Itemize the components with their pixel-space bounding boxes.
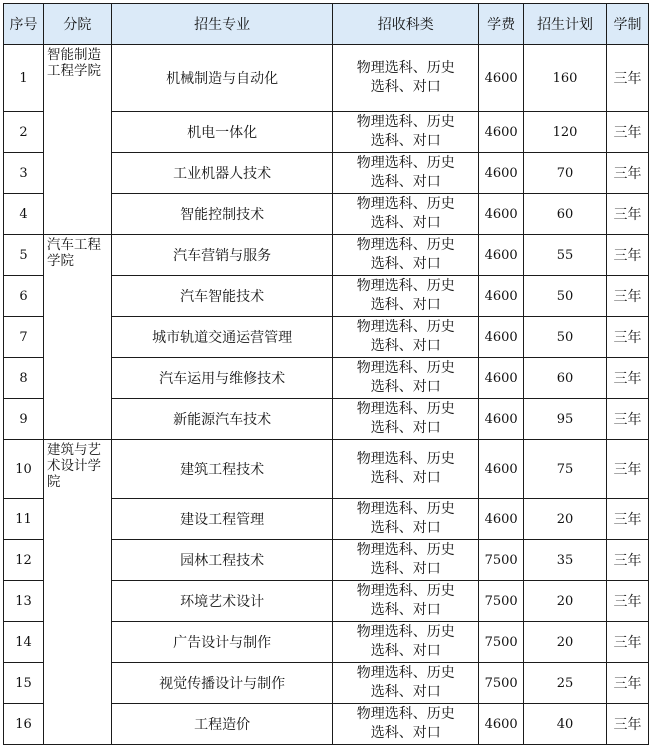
table-header-row [4,4,649,45]
table-row [4,45,649,112]
subjects-line-1: 物理选科、历史 [356,401,455,417]
cell-index: 13 [4,581,44,622]
cell-duration: 三年 [607,399,649,440]
cell-index: 10 [4,440,44,499]
cell-fee: 4600 [479,499,524,540]
cell-fee: 4600 [479,399,524,440]
cell-department [43,622,111,663]
cell-major: 城市轨道交通运营管理 [111,317,333,358]
cell-index: 15 [4,663,44,704]
subjects-line-1: 物理选科、历史 [356,196,455,212]
cell-major: 机械制造与自动化 [111,45,333,112]
cell-subjects [333,153,479,194]
subjects-line-2: 选科、对口 [370,256,441,272]
cell-duration: 三年 [607,622,649,663]
cell-fee: 4600 [479,235,524,276]
cell-plan: 60 [524,358,607,399]
cell-duration: 三年 [607,112,649,153]
cell-fee: 4600 [479,45,524,112]
table-row [4,153,649,194]
cell-index: 9 [4,399,44,440]
cell-duration: 三年 [607,317,649,358]
cell-index: 16 [4,704,44,745]
cell-plan: 160 [524,45,607,112]
cell-subjects [333,45,479,112]
table-row [4,399,649,440]
subjects-line-1: 物理选科、历史 [356,114,455,130]
subjects-line-1: 物理选科、历史 [356,60,455,76]
cell-department [43,663,111,704]
cell-subjects [333,581,479,622]
cell-subjects [333,399,479,440]
cell-fee: 7500 [479,663,524,704]
subjects-line-2: 选科、对口 [370,379,441,395]
cell-major: 视觉传播设计与制作 [111,663,333,704]
cell-department [43,704,111,745]
cell-major: 智能控制技术 [111,194,333,235]
cell-plan: 20 [524,581,607,622]
subjects-line-1: 物理选科、历史 [356,624,455,640]
cell-subjects [333,235,479,276]
cell-subjects [333,112,479,153]
subjects-line-2: 选科、对口 [370,643,441,659]
subjects-line-1: 物理选科、历史 [356,583,455,599]
cell-plan: 70 [524,153,607,194]
cell-subjects [333,622,479,663]
subjects-line-2: 选科、对口 [370,133,441,149]
table-row [4,581,649,622]
cell-index: 1 [4,45,44,112]
cell-department [43,153,111,194]
cell-duration: 三年 [607,540,649,581]
subjects-line-1: 物理选科、历史 [356,542,455,558]
table-row [4,358,649,399]
subjects-line-1: 物理选科、历史 [356,360,455,376]
subjects-line-1: 物理选科、历史 [356,155,455,171]
cell-department [43,358,111,399]
cell-major: 广告设计与制作 [111,622,333,663]
subjects-line-2: 选科、对口 [370,297,441,313]
cell-plan: 20 [524,622,607,663]
table-row [4,112,649,153]
cell-subjects [333,663,479,704]
cell-index: 11 [4,499,44,540]
cell-subjects [333,499,479,540]
cell-fee: 4600 [479,440,524,499]
subjects-line-2: 选科、对口 [370,520,441,536]
header-department: 分院 [43,4,111,45]
table-row [4,540,649,581]
cell-major: 汽车智能技术 [111,276,333,317]
cell-major: 园林工程技术 [111,540,333,581]
cell-fee: 7500 [479,540,524,581]
cell-fee: 7500 [479,622,524,663]
cell-department [43,399,111,440]
cell-index: 7 [4,317,44,358]
table-row [4,663,649,704]
cell-major: 汽车营销与服务 [111,235,333,276]
cell-major: 汽车运用与维修技术 [111,358,333,399]
cell-duration: 三年 [607,581,649,622]
cell-major: 建筑工程技术 [111,440,333,499]
cell-department [43,499,111,540]
subjects-line-1: 物理选科、历史 [356,278,455,294]
cell-subjects [333,317,479,358]
header-index: 序号 [4,4,44,45]
cell-duration: 三年 [607,276,649,317]
header-plan: 招生计划 [524,4,607,45]
subjects-line-2: 选科、对口 [370,420,441,436]
subjects-line-2: 选科、对口 [370,174,441,190]
cell-department [43,194,111,235]
cell-plan: 20 [524,499,607,540]
cell-major: 环境艺术设计 [111,581,333,622]
cell-plan: 35 [524,540,607,581]
cell-major: 建设工程管理 [111,499,333,540]
table-row [4,276,649,317]
cell-department [43,235,111,276]
subjects-line-1: 物理选科、历史 [356,451,455,467]
subjects-line-1: 物理选科、历史 [356,706,455,722]
cell-subjects [333,440,479,499]
cell-index: 6 [4,276,44,317]
header-fee: 学费 [479,4,524,45]
cell-duration: 三年 [607,194,649,235]
header-major: 招生专业 [111,4,333,45]
subjects-line-2: 选科、对口 [370,684,441,700]
cell-major: 新能源汽车技术 [111,399,333,440]
cell-index: 12 [4,540,44,581]
cell-fee: 4600 [479,112,524,153]
header-subjects: 招收科类 [333,4,479,45]
subjects-line-2: 选科、对口 [370,215,441,231]
cell-department [43,112,111,153]
cell-department [43,276,111,317]
cell-index: 2 [4,112,44,153]
cell-department [43,540,111,581]
enrollment-table [3,3,649,745]
cell-fee: 4600 [479,153,524,194]
cell-plan: 95 [524,399,607,440]
table-row [4,499,649,540]
cell-subjects [333,540,479,581]
cell-fee: 4600 [479,704,524,745]
cell-duration: 三年 [607,235,649,276]
subjects-line-2: 选科、对口 [370,338,441,354]
cell-subjects [333,194,479,235]
cell-index: 4 [4,194,44,235]
cell-plan: 120 [524,112,607,153]
cell-plan: 60 [524,194,607,235]
table-row [4,317,649,358]
cell-plan: 50 [524,317,607,358]
table-row [4,622,649,663]
cell-duration: 三年 [607,153,649,194]
cell-major: 工业机器人技术 [111,153,333,194]
cell-department [43,45,111,112]
table-row [4,235,649,276]
subjects-line-1: 物理选科、历史 [356,501,455,517]
table-row [4,194,649,235]
cell-index: 5 [4,235,44,276]
cell-fee: 4600 [479,276,524,317]
department-name: 汽车工程学院 [46,237,101,269]
department-name: 智能制造工程学院 [46,47,101,79]
cell-duration: 三年 [607,704,649,745]
cell-department [43,581,111,622]
cell-plan: 25 [524,663,607,704]
cell-plan: 50 [524,276,607,317]
cell-fee: 4600 [479,358,524,399]
subjects-line-1: 物理选科、历史 [356,237,455,253]
subjects-line-2: 选科、对口 [370,725,441,741]
table-row [4,440,649,499]
subjects-line-2: 选科、对口 [370,602,441,618]
subjects-line-1: 物理选科、历史 [356,319,455,335]
table-row [4,704,649,745]
cell-major: 工程造价 [111,704,333,745]
header-duration: 学制 [607,4,649,45]
cell-index: 14 [4,622,44,663]
cell-subjects [333,276,479,317]
cell-duration: 三年 [607,45,649,112]
cell-department [43,317,111,358]
cell-subjects [333,358,479,399]
cell-index: 3 [4,153,44,194]
cell-plan: 75 [524,440,607,499]
department-name: 建筑与艺术设计学院 [46,442,101,490]
cell-fee: 7500 [479,581,524,622]
subjects-line-1: 物理选科、历史 [356,665,455,681]
cell-duration: 三年 [607,499,649,540]
cell-fee: 4600 [479,317,524,358]
subjects-line-2: 选科、对口 [370,470,441,486]
cell-plan: 40 [524,704,607,745]
cell-major: 机电一体化 [111,112,333,153]
cell-plan: 55 [524,235,607,276]
cell-duration: 三年 [607,440,649,499]
cell-fee: 4600 [479,194,524,235]
cell-department [43,440,111,499]
subjects-line-2: 选科、对口 [370,561,441,577]
cell-duration: 三年 [607,358,649,399]
subjects-line-2: 选科、对口 [370,79,441,95]
cell-subjects [333,704,479,745]
cell-duration: 三年 [607,663,649,704]
cell-index: 8 [4,358,44,399]
